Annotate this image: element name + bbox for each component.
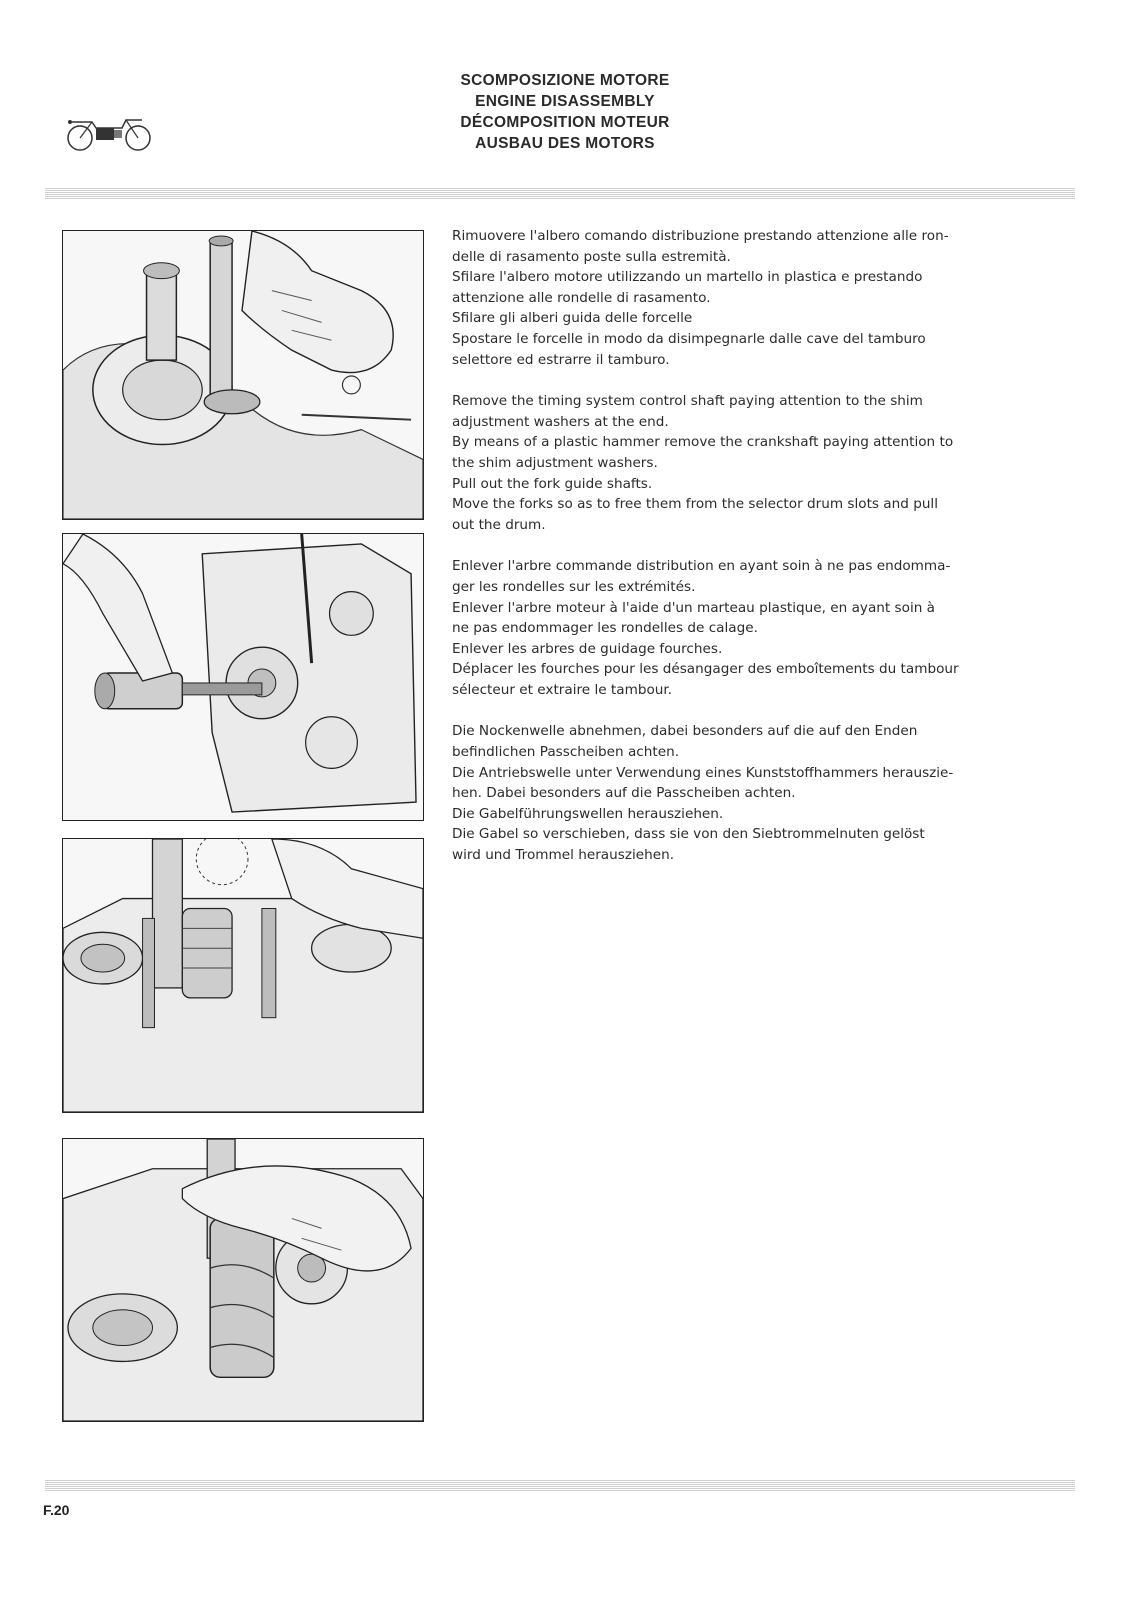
- text-line: By means of a plastic hammer remove the crankshaft paying attention to: [452, 434, 954, 451]
- crankcase-shaft-removal-illustration: [62, 230, 424, 520]
- text-line: Die Gabelführungswellen herausziehen.: [452, 805, 724, 822]
- text-line: ne pas endommager les rondelles de calage.: [452, 620, 758, 637]
- text-line: Die Nockenwelle abnehmen, dabei besonders auf die auf den Enden: [452, 723, 918, 740]
- paragraph-english: [452, 391, 1008, 535]
- text-line: Die Antriebswelle unter Verwendung eines Kunststoffhammers herauszie-: [452, 764, 954, 781]
- text-line: Rimuovere l'albero comando distribuzione prestando attenzione alle ron-: [452, 228, 949, 244]
- text-line: attenzione alle rondelle di rasamento.: [452, 289, 711, 306]
- text-line: sélecteur et extraire le tambour.: [452, 681, 673, 698]
- text-line: out the drum.: [452, 516, 546, 533]
- bottom-divider: [45, 1480, 1075, 1492]
- text-line: Die Gabel so verschieben, dass sie von den Siebtrommelnuten gelöst: [452, 826, 925, 843]
- motorcycle-engine-icon: [62, 108, 156, 154]
- title-italian: SCOMPOSIZIONE MOTORE: [460, 72, 670, 89]
- instructions-text: [452, 226, 1008, 887]
- title-german: AUSBAU DES MOTORS: [475, 135, 655, 152]
- text-line: ger les rondelles sur les extrémités.: [452, 578, 696, 595]
- text-line: delle di rasamento poste sulla estremità.: [452, 248, 731, 265]
- selector-drum-removal-illustration: [62, 1138, 424, 1422]
- text-line: Move the forks so as to free them from the selector drum slots and pull: [452, 496, 938, 513]
- text-line: hen. Dabei besonders auf die Passcheiben achten.: [452, 785, 796, 802]
- text-line: Sfilare gli alberi guida delle forcelle: [452, 310, 693, 327]
- text-line: selettore ed estrarre il tamburo.: [452, 351, 670, 368]
- fork-guide-shafts-illustration: [62, 838, 424, 1113]
- text-line: Déplacer les fourches pour les désangager des emboîtements du tambour: [452, 661, 959, 678]
- text-line: adjustment washers at the end.: [452, 413, 669, 430]
- text-line: Remove the timing system control shaft paying attention to the shim: [452, 393, 923, 410]
- text-line: Enlever l'arbre moteur à l'aide d'un marteau plastique, en ayant soin à: [452, 599, 935, 616]
- plastic-hammer-crankshaft-illustration: [62, 533, 424, 821]
- page-number: F.20: [43, 1502, 70, 1518]
- title-french: DÉCOMPOSITION MOTEUR: [460, 114, 670, 131]
- top-divider: [45, 188, 1075, 200]
- text-line: the shim adjustment washers.: [452, 454, 658, 471]
- text-line: Pull out the fork guide shafts.: [452, 475, 653, 492]
- page-title: [395, 70, 735, 154]
- text-line: Enlever l'arbre commande distribution en ayant soin à ne pas endomma-: [452, 558, 951, 575]
- paragraph-german: [452, 721, 1008, 865]
- text-line: befindlichen Passcheiben achten.: [452, 744, 680, 761]
- title-english: ENGINE DISASSEMBLY: [475, 93, 655, 110]
- paragraph-italian: [452, 226, 1008, 370]
- paragraph-french: [452, 556, 1008, 700]
- text-line: Sfilare l'albero motore utilizzando un martello in plastica e prestando: [452, 269, 923, 286]
- text-line: wird und Trommel herausziehen.: [452, 847, 675, 864]
- text-line: Enlever les arbres de guidage fourches.: [452, 640, 723, 657]
- text-line: Spostare le forcelle in modo da disimpegnarle dalle cave del tamburo: [452, 330, 926, 347]
